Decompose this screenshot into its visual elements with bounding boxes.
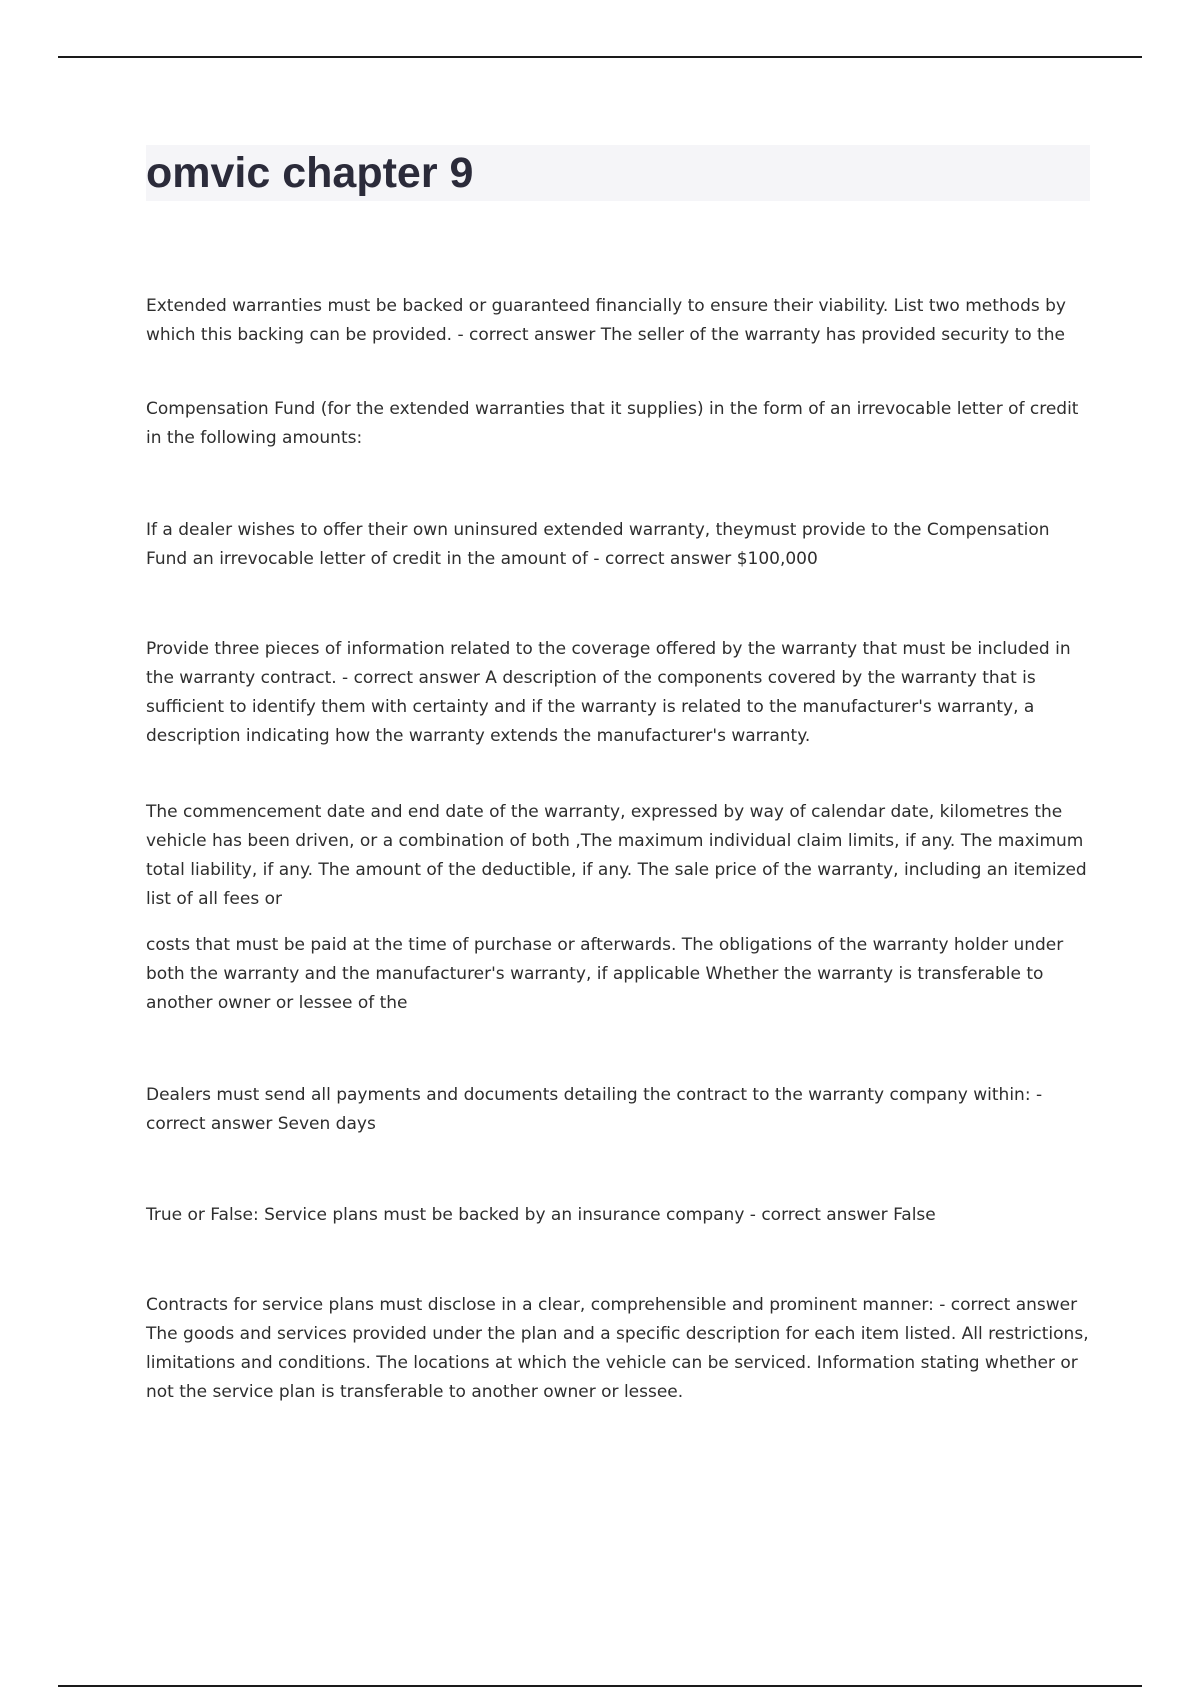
top-divider [58, 56, 1142, 58]
paragraph-backing-methods: Extended warranties must be backed or guaranteed financially to ensure their viability. List two methods by which this backing can be provided. - correct answer The seller of the warranty has provided security to the [146, 296, 1066, 345]
paragraph-service-plan-disclosure: Contracts for service plans must disclose in a clear, comprehensible and prominent manner: - correct answer The goods and services provided under the plan and a specific description for each item listed. All restrictions, limitations and conditions. The locations at which the vehicle can be serviced. Information stating whether or not the service plan is transferable to another owner or lessee. [146, 1295, 1089, 1402]
paragraph-coverage-information: Provide three pieces of information related to the coverage offered by the warranty that must be included in the warranty contract. - correct answer A description of the components covered by the warranty that is sufficient to identify them with certainty and if the warranty is related to the manufacturer's warranty, a description indicating how the warranty extends the manufacturer's warranty. [146, 639, 1071, 746]
paragraph-dealer-payments: Dealers must send all payments and documents detailing the contract to the warranty company within: - correct answer Seven days [146, 1085, 1043, 1134]
paragraph-commencement-date: The commencement date and end date of the warranty, expressed by way of calendar date, kilometres the vehicle has been driven, or a combination of both ,The maximum individual claim limits, if any. The maximum total liability, if any. The amount of the deductible, if any. The sale price of the warranty, including an itemized list of all fees or [146, 802, 1087, 909]
paragraph-service-plans-true-false: True or False: Service plans must be backed by an insurance company - correct answer False [146, 1205, 936, 1225]
paragraph-compensation-fund: Compensation Fund (for the extended warranties that it supplies) in the form of an irrevocable letter of credit in the following amounts: [146, 399, 1079, 448]
paragraph-uninsured-warranty: If a dealer wishes to offer their own uninsured extended warranty, theymust provide to the Compensation Fund an irrevocable letter of credit in the amount of - correct answer $100,000 [146, 520, 1050, 569]
paragraph-costs-obligations: costs that must be paid at the time of purchase or afterwards. The obligations of the warranty holder under both the warranty and the manufacturer's warranty, if applicable Whether the warranty is transferable to another owner or lessee of the [146, 935, 1064, 1013]
bottom-divider [58, 1685, 1142, 1687]
page-title: omvic chapter 9 [146, 149, 474, 197]
